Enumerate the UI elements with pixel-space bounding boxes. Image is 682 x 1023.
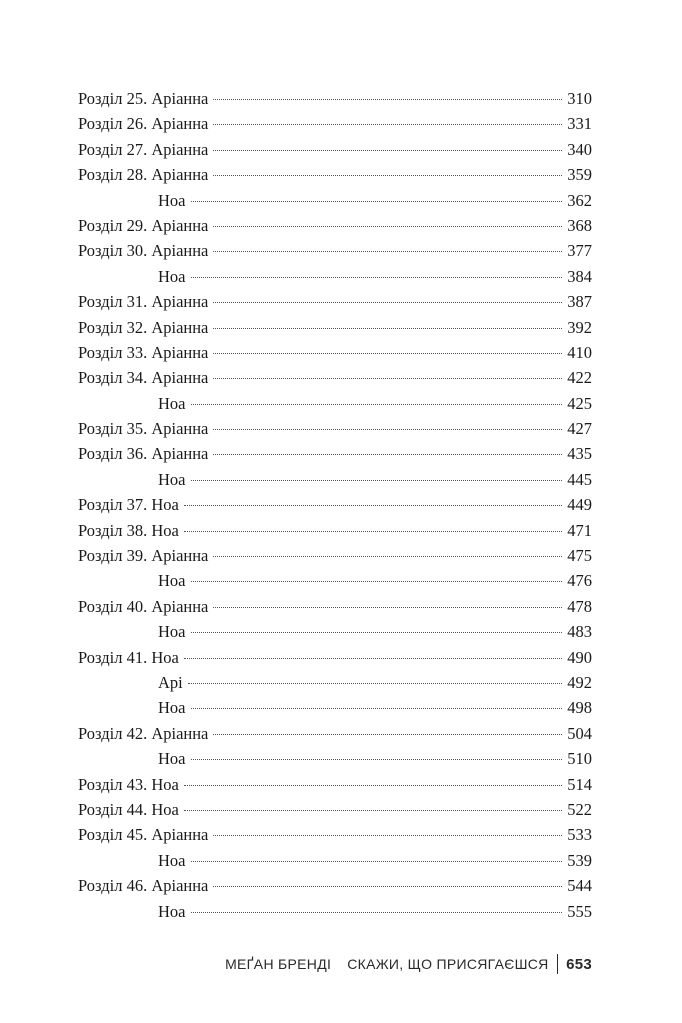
chapter-number-label: Розділ 32. xyxy=(78,317,152,337)
dot-leader xyxy=(191,404,563,405)
dot-leader xyxy=(188,683,562,684)
narrator-name: Аріанна xyxy=(151,317,209,337)
chapter-number-label: Розділ 42. xyxy=(78,723,152,743)
toc-page-number: 533 xyxy=(567,825,592,845)
dot-leader xyxy=(213,124,562,125)
toc-entry xyxy=(0,188,592,213)
narrator-name: Ноа xyxy=(158,622,186,642)
toc-entry xyxy=(0,670,592,695)
toc-entry xyxy=(0,416,592,441)
narrator-name: Ноа xyxy=(151,799,179,819)
narrator-name: Ноа xyxy=(158,698,186,718)
toc-page-number: 422 xyxy=(567,368,592,388)
chapter-number-label: Розділ 43. xyxy=(78,774,152,794)
toc-page-number: 445 xyxy=(567,469,592,489)
toc-page-number: 492 xyxy=(567,672,592,692)
toc-page-number: 427 xyxy=(567,419,592,439)
chapter-number-label: Розділ 26. xyxy=(78,114,152,134)
toc-page-number: 449 xyxy=(567,495,592,515)
dot-leader xyxy=(191,759,563,760)
toc-entry xyxy=(0,797,592,822)
narrator-name: Аріанна xyxy=(151,292,209,312)
toc-page-number: 475 xyxy=(567,546,592,566)
footer-book-title: СКАЖИ, ЩО ПРИСЯГАЄШСЯ xyxy=(347,956,549,972)
dot-leader xyxy=(184,785,562,786)
chapter-number-label: Розділ 31. xyxy=(78,292,152,312)
dot-leader xyxy=(213,302,562,303)
narrator-name: Аріанна xyxy=(151,139,209,159)
narrator-name: Аріанна xyxy=(151,165,209,185)
toc-entry xyxy=(0,264,592,289)
narrator-name: Аріанна xyxy=(151,723,209,743)
toc-page-number: 476 xyxy=(567,571,592,591)
toc-entry xyxy=(0,315,592,340)
chapter-number-label: Розділ 40. xyxy=(78,596,152,616)
toc-page-number: 504 xyxy=(567,723,592,743)
page-number: 653 xyxy=(566,955,592,973)
dot-leader xyxy=(191,708,563,709)
toc-entry xyxy=(0,645,592,670)
toc-entry xyxy=(0,721,592,746)
narrator-name: Ноа xyxy=(151,495,179,515)
narrator-name: Ноа xyxy=(158,901,186,921)
dot-leader xyxy=(191,912,563,913)
dot-leader xyxy=(213,607,562,608)
footer-author: МЕҐАН БРЕНДІ xyxy=(225,956,332,972)
toc-page-number: 359 xyxy=(567,165,592,185)
narrator-name: Ноа xyxy=(151,647,179,667)
dot-leader xyxy=(213,886,562,887)
chapter-number-label: Розділ 34. xyxy=(78,368,152,388)
narrator-name: Ноа xyxy=(151,774,179,794)
chapter-number-label: Розділ 39. xyxy=(78,546,152,566)
toc-page-number: 471 xyxy=(567,520,592,540)
toc-entry xyxy=(0,391,592,416)
toc-page-number: 490 xyxy=(567,647,592,667)
toc-page-number: 387 xyxy=(567,292,592,312)
chapter-number-label: Розділ 37. xyxy=(78,495,152,515)
narrator-name: Аріанна xyxy=(151,596,209,616)
toc-entry xyxy=(0,137,592,162)
toc-page-number: 555 xyxy=(567,901,592,921)
dot-leader xyxy=(213,556,562,557)
chapter-number-label: Розділ 41. xyxy=(78,647,152,667)
dot-leader xyxy=(191,277,563,278)
chapter-number-label: Розділ 25. xyxy=(78,89,152,108)
toc-page-number: 368 xyxy=(567,215,592,235)
dot-leader xyxy=(191,861,563,862)
narrator-name: Аріанна xyxy=(151,825,209,845)
chapter-number-label: Розділ 38. xyxy=(78,520,152,540)
toc-entry xyxy=(0,822,592,847)
chapter-number-label: Розділ 45. xyxy=(78,825,152,845)
toc-page-number: 478 xyxy=(567,596,592,616)
dot-leader xyxy=(191,632,563,633)
toc-entry xyxy=(0,873,592,898)
toc-entry xyxy=(0,746,592,771)
toc-entry xyxy=(0,340,592,365)
toc-entry xyxy=(0,772,592,797)
chapter-number-label: Розділ 29. xyxy=(78,215,152,235)
narrator-name: Ноа xyxy=(158,749,186,769)
toc-page-number: 425 xyxy=(567,393,592,413)
toc-entry xyxy=(0,441,592,466)
dot-leader xyxy=(184,505,562,506)
dot-leader xyxy=(191,201,563,202)
toc-page-number: 392 xyxy=(567,317,592,337)
narrator-name: Аріанна xyxy=(151,419,209,439)
toc-entry xyxy=(0,111,592,136)
narrator-name: Ноа xyxy=(158,850,186,870)
narrator-name: Аріанна xyxy=(151,368,209,388)
toc-entry xyxy=(0,899,592,924)
dot-leader xyxy=(213,150,562,151)
toc-page-number: 544 xyxy=(567,876,592,896)
dot-leader xyxy=(213,328,562,329)
table-of-contents xyxy=(0,86,682,924)
footer-separator xyxy=(557,954,559,974)
toc-entry xyxy=(0,568,592,593)
toc-page-number: 331 xyxy=(567,114,592,134)
toc-entry xyxy=(0,848,592,873)
narrator-name: Аріанна xyxy=(151,876,209,896)
toc-entry xyxy=(0,518,592,543)
narrator-name: Аріанна xyxy=(151,215,209,235)
toc-page-number: 510 xyxy=(567,749,592,769)
dot-leader xyxy=(213,734,562,735)
toc-entry xyxy=(0,543,592,568)
dot-leader xyxy=(213,835,562,836)
chapter-number-label: Розділ 35. xyxy=(78,419,152,439)
toc-entry xyxy=(0,213,592,238)
dot-leader xyxy=(213,175,562,176)
narrator-name: Арі xyxy=(158,672,183,692)
toc-page-number: 483 xyxy=(567,622,592,642)
chapter-number-label: Розділ 30. xyxy=(78,241,152,261)
toc-page-number: 410 xyxy=(567,342,592,362)
toc-page-number: 384 xyxy=(567,266,592,286)
narrator-name: Ноа xyxy=(158,571,186,591)
narrator-name: Ноа xyxy=(151,520,179,540)
toc-page-number: 377 xyxy=(567,241,592,261)
chapter-number-label: Розділ 33. xyxy=(78,342,152,362)
toc-page-number: 340 xyxy=(567,139,592,159)
dot-leader xyxy=(184,658,562,659)
toc-page-number: 435 xyxy=(567,444,592,464)
narrator-name: Аріанна xyxy=(151,444,209,464)
chapter-number-label: Розділ 27. xyxy=(78,139,152,159)
dot-leader xyxy=(213,226,562,227)
toc-entry xyxy=(0,238,592,263)
narrator-name: Ноа xyxy=(158,190,186,210)
toc-entry xyxy=(0,467,592,492)
toc-page-number: 498 xyxy=(567,698,592,718)
dot-leader xyxy=(213,353,562,354)
running-footer xyxy=(0,952,592,976)
chapter-number-label: Розділ 44. xyxy=(78,799,152,819)
dot-leader xyxy=(213,378,562,379)
toc-page-number: 514 xyxy=(567,774,592,794)
dot-leader xyxy=(213,429,562,430)
toc-entry xyxy=(0,365,592,390)
dot-leader xyxy=(184,810,562,811)
narrator-name: Аріанна xyxy=(151,342,209,362)
toc-page-number: 539 xyxy=(567,850,592,870)
narrator-name: Аріанна xyxy=(151,114,209,134)
chapter-number-label: Розділ 28. xyxy=(78,165,152,185)
toc-page-number: 362 xyxy=(567,190,592,210)
toc-entry xyxy=(0,162,592,187)
chapter-number-label: Розділ 36. xyxy=(78,444,152,464)
dot-leader xyxy=(191,581,563,582)
dot-leader xyxy=(191,480,563,481)
toc-entry xyxy=(0,289,592,314)
narrator-name: Ноа xyxy=(158,393,186,413)
toc-entry xyxy=(0,492,592,517)
toc-page-number: 310 xyxy=(567,89,592,108)
dot-leader xyxy=(213,454,562,455)
toc-entry xyxy=(0,594,592,619)
dot-leader xyxy=(213,251,562,252)
dot-leader xyxy=(213,99,562,100)
narrator-name: Аріанна xyxy=(151,546,209,566)
narrator-name: Ноа xyxy=(158,266,186,286)
toc-entry xyxy=(0,86,592,111)
narrator-name: Аріанна xyxy=(151,241,209,261)
chapter-number-label: Розділ 46. xyxy=(78,876,152,896)
toc-entry xyxy=(0,695,592,720)
dot-leader xyxy=(184,531,562,532)
narrator-name: Ноа xyxy=(158,469,186,489)
narrator-name: Аріанна xyxy=(151,89,209,108)
toc-entry xyxy=(0,619,592,644)
toc-page-number: 522 xyxy=(567,799,592,819)
